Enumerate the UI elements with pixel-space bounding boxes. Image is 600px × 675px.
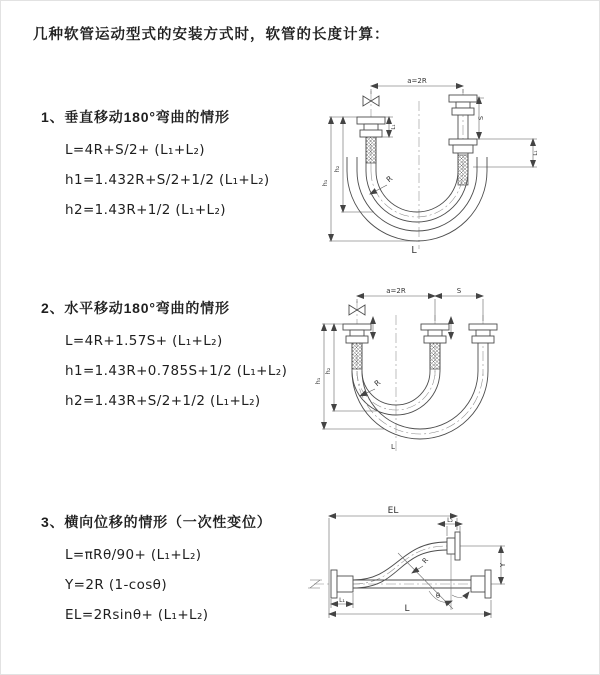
formula-line: h1=1.432R+S/2+1/2 (L₁+L₂) — [65, 172, 270, 188]
centerlines — [357, 301, 483, 453]
dim-label-s: S — [456, 287, 462, 295]
diagram-vertical-u-bend — [311, 71, 561, 261]
section-lateral-displacement — [41, 512, 341, 630]
section-heading: 1、垂直移动180°弯曲的情形 — [41, 109, 230, 125]
section-vertical-movement — [41, 107, 341, 225]
formula-line: h2=1.43R+1/2 (L₁+L₂) — [65, 202, 226, 218]
formula-list — [41, 326, 341, 416]
dim-label-l1-right: L₁ — [533, 150, 539, 156]
formula-line: L=4R+1.57S+ (L₁+L₂) — [65, 333, 223, 349]
length-label: L — [404, 604, 410, 614]
dim-label-h2: h₂ — [333, 165, 341, 173]
formula-list — [41, 135, 341, 225]
flange-fittings — [343, 324, 497, 343]
dim-label-s: S — [477, 115, 485, 121]
dim-label-l2: L₂ — [447, 517, 453, 524]
dim-label-l1-left: L₁ — [391, 124, 397, 130]
formula-line: h1=1.43R+0.785S+1/2 (L₁+L₂) — [65, 363, 288, 379]
radius-label: R — [372, 377, 383, 389]
dimensions — [329, 86, 537, 241]
hose-outline — [352, 343, 488, 439]
dim-label-y: Y — [499, 562, 507, 568]
formula-line: EL=2Rsinθ+ (L₁+L₂) — [65, 607, 209, 623]
page-title: 几种软管运动型式的安装方式时，软管的长度计算： — [33, 27, 390, 43]
diagram-labels — [321, 77, 539, 256]
dimensions — [329, 516, 505, 618]
section-horizontal-movement — [41, 298, 341, 416]
dim-label-a2r: a=2R — [407, 77, 427, 85]
radius-label: R — [384, 173, 395, 185]
formula-line: Y=2R (1-cosθ) — [65, 577, 167, 593]
diagram-labels — [339, 506, 507, 614]
section-heading: 3、横向位移的情形（一次性变位） — [41, 514, 272, 530]
dim-label-el: EL — [387, 506, 399, 516]
length-label: L — [411, 245, 417, 256]
formula-line: L=πRθ/90+ (L₁+L₂) — [65, 547, 202, 563]
dimensions — [322, 296, 483, 429]
dim-label-l1: L₁ — [339, 597, 345, 604]
dim-label-h1: h₁ — [314, 377, 322, 385]
section-heading: 2、水平移动180°弯曲的情形 — [41, 300, 230, 316]
diagram-horizontal-u-bend — [311, 281, 561, 471]
formula-line: L=4R+S/2+ (L₁+L₂) — [65, 142, 205, 158]
dim-label-h2: h₂ — [324, 367, 332, 375]
formula-line: h2=1.43R+S/2+1/2 (L₁+L₂) — [65, 393, 261, 409]
radius-label: R — [420, 556, 431, 566]
dim-label-h1: h₁ — [321, 179, 329, 187]
angle-label: θ — [435, 592, 441, 600]
length-label: L — [391, 443, 395, 451]
centerlines — [371, 89, 463, 249]
formula-list — [41, 540, 341, 630]
diagram-lateral-displacement — [301, 496, 596, 656]
dim-label-a2r: a=2R — [386, 287, 406, 295]
